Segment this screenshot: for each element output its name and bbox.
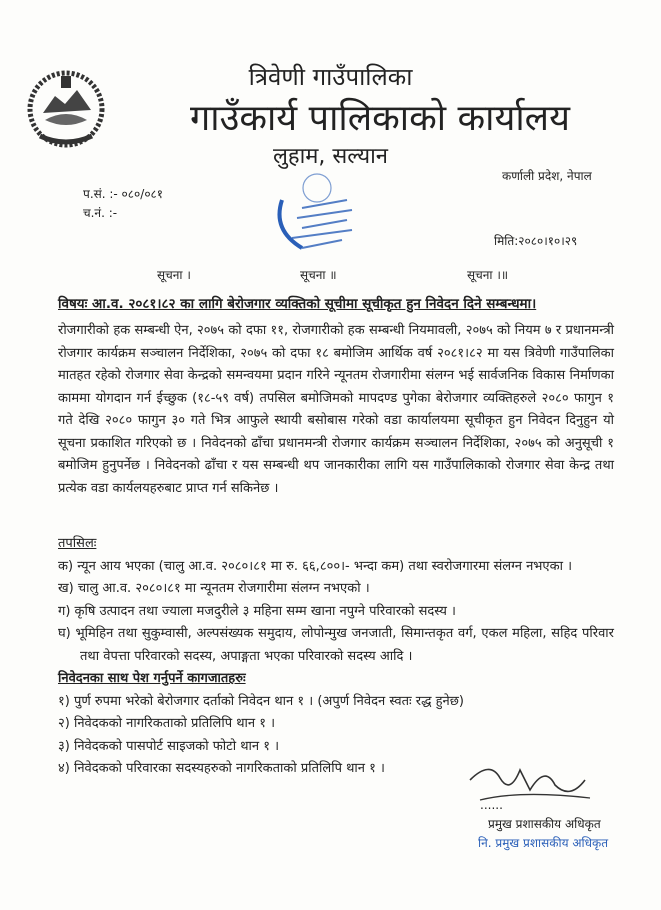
signatory-stamp: नि. प्रमुख प्रशासकीय अधिकृत: [478, 836, 609, 850]
document-item: २) निवेदकको नागरिकताको प्रतिलिपि थान १ ।: [58, 716, 276, 731]
criteria-item: क) न्यून आय भएका (चालु आ.व. २०८०।८१ मा रु. ६६,८००।- भन्दा कम) तथा स्वरोजगारमा संलग्न नभएका ।: [58, 558, 573, 574]
notice-label-1: सूचना ।: [157, 268, 191, 282]
criteria-item: घ) भूमिहिन तथा सुकुम्वासी, अल्पसंख्यक समुदाय, लोपोन्मुख जनजाती, सिमान्तकृत वर्ग, एकल महिला, सहिद परिवार तथा वेपत्ता परिवारको सदस्य, अपाङ्गता भएका परिवारको सदस्य आदि ।: [58, 626, 614, 664]
signatory-title: प्रमुख प्रशासकीय अधिकृत: [488, 817, 601, 831]
date: मिति:२०८०।१०।२९: [494, 234, 578, 248]
office-location: लुहाम, सल्यान: [272, 144, 389, 169]
notice-label-2: सूचना ॥: [300, 268, 337, 282]
document-item: १) पुर्ण रुपमा भरेको बेरोजगार दर्ताको निवेदन थान १ । (अपुर्ण निवेदन स्वतः रद्ध हुनेछ): [58, 693, 464, 709]
body-paragraph: रोजगारीको हक सम्बन्धी ऐन, २०७५ को दफा ११, रोजगारीको हक सम्बन्धी नियमावली, २०७५ को नियम ७ र प्रधानमन्त्री रोजगार कार्यक्रम सञ्चालन निर्देशिका, २०७५ को दफा १८ बमोजिम आर्थिक वर्ष २०८१।८२ मा यस त्रिवेणी गाउँपालिका मातहत रहेको रोजगार सेवा केन्द्रको समन्वयमा प्रदान गरिने न्यूनतम रोजगारीमा संलग्न भई सार्वजनिक विकास निर्माणका काममा योगदान गर्न ईच्छुक (१८-५९ वर्ष) तपसिल बमोजिमको मापदण्ड पुगेका बेरोजगार व्यक्तिहरुले २०८० फागुन १ गते देखि २०८० फागुन ३० गते भित्र आफुले स्थायी बसोबास गरेको वडा कार्यालयमा सूचीकृत हुन निवेदन दिनुहुन यो सूचना प्रकाशित गरिएको छ । निवेदनको ढाँचा प्रधानमन्त्री रोजगार कार्यक्रम सञ्चालन निर्देशिका, २०७५ को अनुसूची १ बमोजिम हुनुपर्नेछ । निवेदनको ढाँचा र यस सम्बन्धी थप जानकारीका लागि यस गाउँपालिकाको रोजगार सेवा केन्द्र तथा प्रत्येक वडा कार्यलयहरुबाट प्राप्त गर्न सकिनेछ ।: [58, 323, 614, 496]
document-item: ३) निवेदकको पासपोर्ट साइजको फोटो थान १ ।: [58, 738, 280, 754]
criteria-heading: तपसिलः: [58, 536, 97, 551]
reference-number: प.सं. :- ०८०/०८१: [83, 187, 164, 201]
municipality-name: त्रिवेणी गाउँपालिका: [248, 63, 413, 91]
criteria-item: ग) कृषि उत्पादन तथा ज्याला मजदुरीले ३ महिना सम्म खाना नपुग्ने परिवारको सदस्य ।: [58, 603, 456, 619]
documents-heading: निवेदनका साथ पेश गर्नुपर्ने कागजातहरुः: [58, 671, 246, 686]
office-seal-stamp: [262, 170, 372, 255]
signature-dots: ......: [480, 798, 503, 812]
subject-line: विषयः आ.व. २०८१।८२ का लागि बेरोजगार व्यक्तिको सूचीमा सूचीकृत हुन निवेदन दिने सम्बन्धमा।: [58, 296, 537, 312]
criteria-item: ख) चालु आ.व. २०८०।८१ मा न्यूनतम रोजगारीमा संलग्न नभएको ।: [58, 581, 370, 596]
dispatch-number: च.नं. :-: [83, 206, 118, 220]
province: कर्णाली प्रदेश, नेपाल: [502, 169, 592, 183]
notice-label-3: सूचना ।॥: [467, 268, 509, 282]
document-item: ४) निवेदकको परिवारका सदस्यहरुको नागरिकताको प्रतिलिपि थान १ ।: [58, 761, 385, 776]
criteria-section: [58, 533, 614, 781]
office-title: गाउँकार्य पालिकाको कार्यालय: [190, 98, 570, 139]
